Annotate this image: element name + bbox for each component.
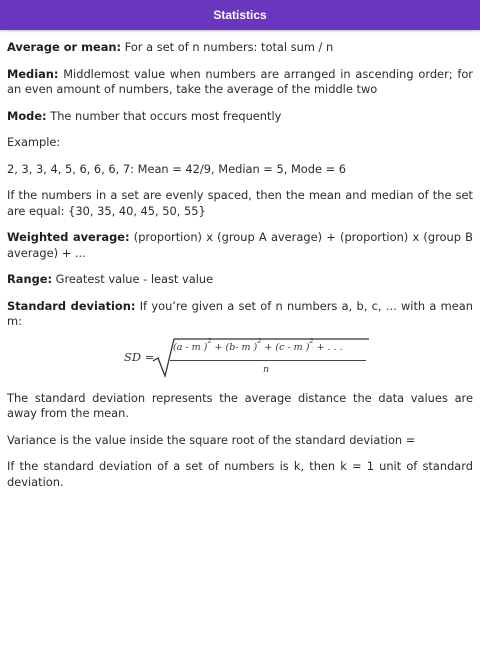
standard-deviation-text: If you’re given a set of n numbers a, b, c, ... with a mean m: [7, 298, 473, 328]
mean-term: Average or mean: [7, 40, 122, 54]
formula-exponent: 2 [309, 336, 314, 345]
formula-term-b: + (b- m ) [211, 341, 258, 353]
variance-note: Variance is the value inside the square root of the standard deviation = [7, 432, 416, 447]
page-title: Statistics [213, 8, 267, 22]
formula-denominator: n [263, 363, 270, 375]
content-area [0, 30, 480, 490]
fraction-bar [170, 360, 366, 361]
weighted-average-term: Weighted average: [7, 230, 130, 244]
app-bar [0, 0, 480, 30]
formula-exponent: 2 [257, 336, 262, 345]
formula-numerator [173, 336, 343, 353]
weighted-average-text: (proportion) x (group A average) + (proportion) x (group B average) + ... [7, 230, 473, 260]
range-text: Greatest value - least value [52, 272, 214, 286]
example-label: Example: [7, 135, 61, 149]
mean-text: For a set of n numbers: total sum / n [121, 40, 334, 54]
median-definition [7, 67, 473, 98]
median-term: Median: [7, 66, 59, 81]
formula-term-c: + (c - m ) [261, 341, 310, 353]
formula-exponent: 2 [207, 336, 212, 345]
evenly-spaced-note: If the numbers in a set are evenly spaced, then the mean and median of the set are equal: {30, 35, 40, 45, 50, 55} [7, 188, 473, 218]
k-unit-note: If the standard deviation of a set of numbers is k, then k = 1 unit of standard deviation. [7, 459, 473, 489]
mode-term: Mode: [7, 108, 47, 123]
formula-term-a: (a - m ) [173, 341, 208, 353]
standard-deviation-definition [7, 299, 473, 330]
example-line: 2, 3, 3, 4, 5, 6, 6, 6, 7: Mean = 42/9, Median = 5, Mode = 6 [7, 161, 347, 176]
mode-text: The number that occurs most frequently [46, 108, 282, 123]
formula-ellipsis: + . . . [313, 341, 343, 353]
median-text: Middlemost value when numbers are arranged in ascending order; for an even amount of numbers, take the average of the middle two [7, 66, 473, 96]
mean-definition [7, 40, 473, 56]
range-term: Range: [7, 272, 53, 286]
formula-label: SD = [124, 349, 155, 364]
standard-deviation-term: Standard deviation: [7, 298, 136, 313]
mode-definition [7, 109, 473, 125]
standard-deviation-formula [7, 334, 473, 382]
weighted-average-definition [7, 230, 473, 261]
range-definition [7, 272, 473, 288]
standard-deviation-meaning: The standard deviation represents the average distance the data values are away from the mean. [7, 390, 473, 420]
